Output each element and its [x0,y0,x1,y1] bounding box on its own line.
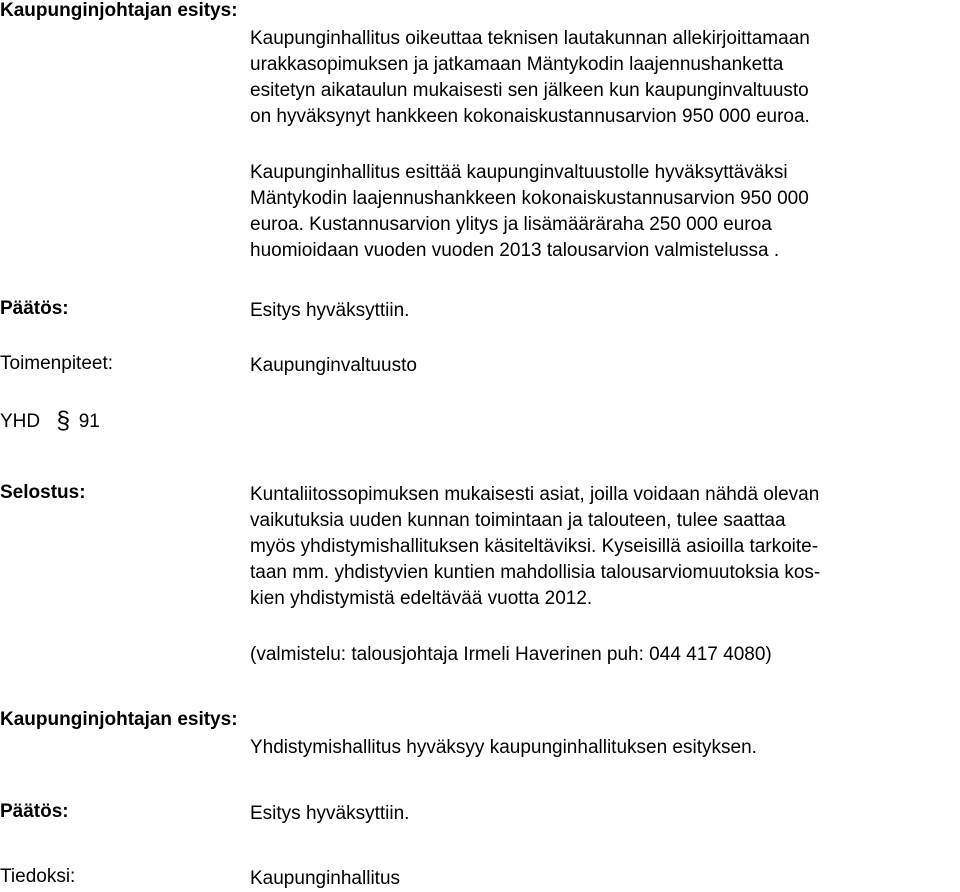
decision-label: Päätös: [0,298,69,319]
info-text: Kaupunginhallitus [250,868,401,889]
selostus-text [250,482,820,612]
text-line: Kuntaliitossopimuksen mukaisesti asiat, joilla voidaan nähdä olevan [250,484,820,505]
decision-text-2: Esitys hyväksyttiin. [250,803,410,824]
proposal-heading-2: Kaupunginjohtajan esitys: [0,709,238,730]
selostus-label: Selostus: [0,482,86,503]
text-line: esitetyn aikataulun mukaisesti sen jälkeen kun kaupunginvaltuusto [250,80,809,101]
text-line: vaikutuksia uuden kunnan toimintaan ja talouteen, tulee saattaa [250,510,786,531]
proposal-heading: Kaupunginjohtajan esitys: [0,0,238,21]
text-line: huomioidaan vuoden vuoden 2013 talousarvion valmistelussa . [250,240,780,261]
text-line: on hyväksynyt hankkeen kokonaiskustannusarvion 950 000 euroa. [250,106,810,127]
section-num: 91 [78,411,100,432]
proposal-text-2: Yhdistymishallitus hyväksyy kaupunginhallituksen esityksen. [250,737,757,758]
text-line: Kaupunginhallitus esittää kaupunginvaltuustolle hyväksyttäväksi [250,162,788,183]
info-label: Tiedoksi: [0,866,76,887]
text-line: Mäntykodin laajennushankkeen kokonaiskustannusarvion 950 000 [250,188,809,209]
text-line: urakkasopimuksen ja jatkamaan Mäntykodin laajennushanketta [250,54,784,75]
text-line: kien yhdistymistä edeltävää vuotta 2012. [250,588,593,609]
proposal-paragraph-2 [250,160,809,264]
text-line: myös yhdistymishallituksen käsiteltäviksi. Kyseisillä asioilla tarkoite- [250,536,819,557]
section-number [0,407,100,435]
proposal-paragraph-1 [250,26,810,130]
decision-label-2: Päätös: [0,801,69,822]
text-line: euroa. Kustannusarvion ylitys ja lisämääräraha 250 000 euroa [250,214,772,235]
text-line: Kaupunginhallitus oikeuttaa teknisen lautakunnan allekirjoittamaan [250,28,810,49]
section-sign-icon: § [56,407,71,435]
actions-label: Toimenpiteet: [0,353,114,374]
section-code: YHD [0,411,41,432]
preparer-note: (valmistelu: talousjohtaja Irmeli Haverinen puh: 044 417 4080) [250,644,772,665]
decision-text: Esitys hyväksyttiin. [250,300,410,321]
actions-text: Kaupunginvaltuusto [250,355,417,376]
text-line: taan mm. yhdistyvien kuntien mahdollisia talousarviomuutoksia kos- [250,562,821,583]
